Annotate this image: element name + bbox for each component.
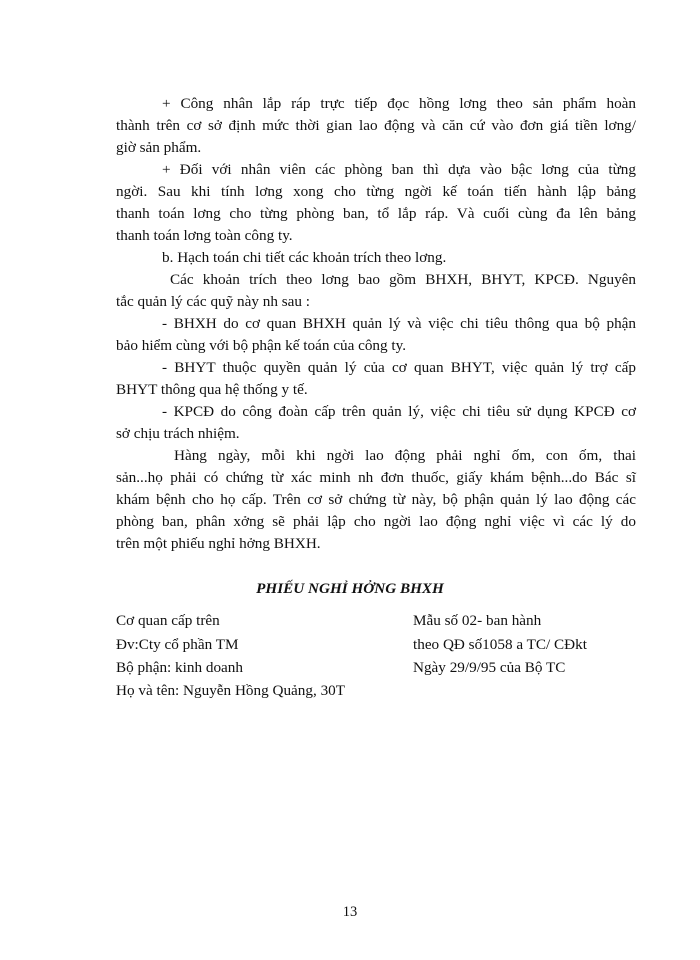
form-decision-date: Ngày 29/9/95 của Bộ TC [413, 659, 566, 676]
page-number: 13 [342, 904, 358, 920]
text-line: Hàng ngày, mỗi khi ngời lao động phải nghỉ ốm, con ốm, thai [174, 447, 636, 464]
text-line: ngời. Sau khi tính lơng xong cho từng ngời kế toán tiến hành lập bảng [116, 183, 636, 200]
text-line: - KPCĐ do công đoàn cấp trên quản lý, việc chi tiêu sử dụng KPCĐ cơ [162, 403, 636, 420]
form-title: PHIẾU NGHỈ HỞNG BHXH [256, 580, 444, 597]
text-line: bảo hiểm cùng với bộ phận kế toán của công ty. [116, 337, 407, 354]
text-line: thanh toán lơng cho từng phòng ban, tổ lắp ráp. Và cuối cùng đa lên bảng [116, 205, 636, 222]
text-line: Các khoản trích theo lơng bao gồm BHXH, BHYT, KPCĐ. Nguyên [170, 271, 636, 288]
section-heading: b. Hạch toán chi tiết các khoản trích theo lơng. [162, 249, 447, 266]
form-employee-name: Họ và tên: Nguyễn Hồng Quảng, 30T [116, 682, 346, 699]
text-line: giờ sản phẩm. [116, 139, 202, 156]
text-line: trên một phiếu nghỉ hởng BHXH. [116, 535, 321, 552]
text-line: - BHYT thuộc quyền quản lý của cơ quan BHYT, việc quản lý trợ cấp [162, 359, 636, 376]
text-line: BHYT thông qua hệ thống y tế. [116, 381, 308, 398]
text-line: tắc quản lý các quỹ này nh sau : [116, 293, 310, 310]
text-line: phòng ban, phân xởng sẽ phải lập cho ngời lao động nghỉ việc vì các lý do [116, 513, 636, 530]
form-decision-ref: theo QĐ số1058 a TC/ CĐkt [413, 636, 587, 653]
form-template-number: Mẫu số 02- ban hành [413, 612, 542, 629]
text-line: khám bệnh cho họ cấp. Trên cơ sở chứng từ này, bộ phận quản lý lao động các [116, 491, 636, 508]
text-line: - BHXH do cơ quan BHXH quản lý và việc chi tiêu thông qua bộ phận [162, 315, 636, 332]
text-line: thành trên cơ sở định mức thời gian lao động và căn cứ vào đơn giá tiền lơng/ [116, 117, 636, 134]
text-line: sở chịu trách nhiệm. [116, 425, 240, 442]
text-line: + Đối với nhân viên các phòng ban thì dựa vào bậc lơng của từng [162, 161, 636, 178]
text-line: thanh toán lơng toàn công ty. [116, 227, 293, 244]
form-issuing-agency: Cơ quan cấp trên [116, 612, 220, 629]
text-line: sản...họ phải có chứng từ xác minh nh đơn thuốc, giấy khám bệnh...do Bác sĩ [116, 469, 636, 486]
form-department: Bộ phận: kinh doanh [116, 659, 243, 676]
form-unit: Đv:Cty cổ phần TM [116, 636, 239, 653]
text-line: + Công nhân lắp ráp trực tiếp đọc hồng lơng theo sản phẩm hoàn [162, 95, 636, 112]
